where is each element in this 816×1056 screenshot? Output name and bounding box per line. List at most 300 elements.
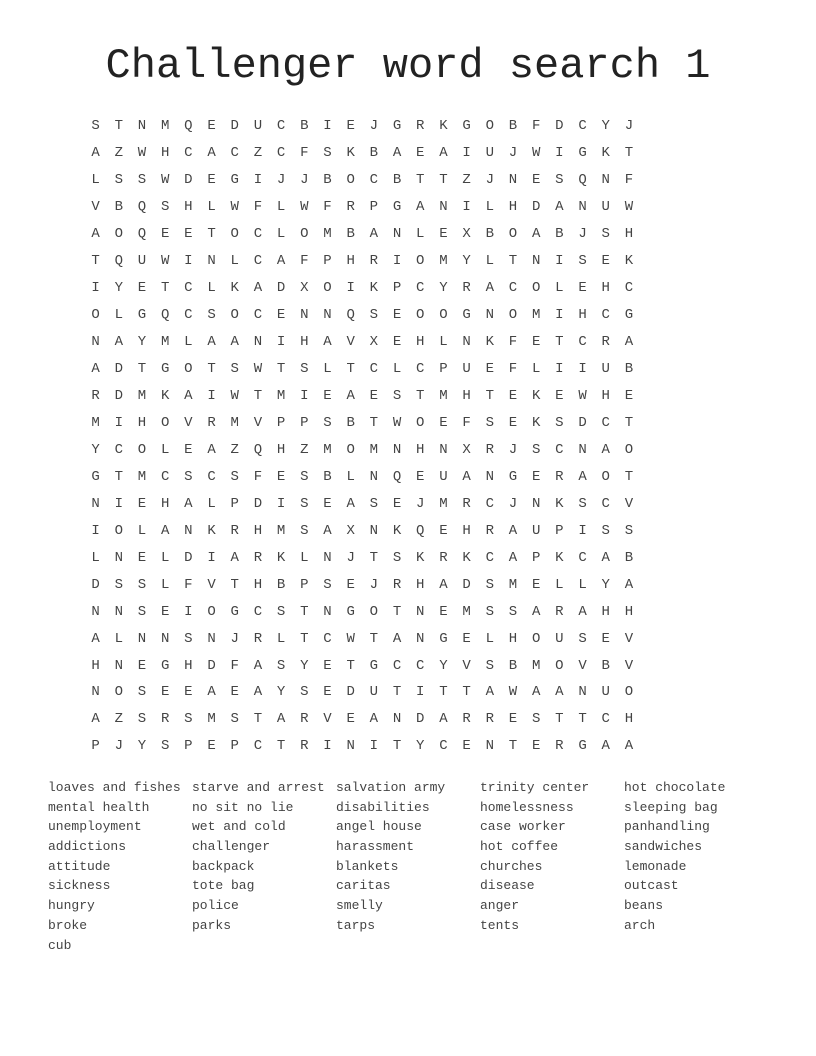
grid-letter: A (601, 441, 610, 458)
grid-letter: T (114, 118, 123, 135)
grid-letter: O (508, 307, 518, 324)
grid-letter: I (207, 388, 216, 404)
grid-letter: K (624, 253, 634, 270)
grid-letter: R (253, 549, 263, 566)
word-list-item: hot chocolate (624, 780, 726, 795)
grid-letter: N (531, 495, 541, 512)
grid-letter: L (555, 576, 564, 593)
grid-letter: C (323, 630, 332, 647)
grid-letter: E (137, 657, 147, 674)
grid-row (84, 248, 641, 275)
grid-letter: L (207, 495, 216, 512)
grid-letter: M (230, 414, 239, 431)
grid-letter: K (369, 280, 379, 297)
grid-letter: I (578, 361, 587, 378)
grid-letter: S (137, 711, 147, 728)
grid-letter: A (531, 226, 541, 243)
grid-letter: T (555, 711, 564, 728)
grid-letter: L (346, 468, 355, 485)
grid-letter: S (230, 361, 239, 378)
grid-letter: D (184, 549, 193, 566)
grid-letter: W (392, 414, 402, 431)
grid-letter: L (323, 361, 332, 378)
grid-letter: S (369, 495, 379, 512)
grid-letter: C (253, 738, 263, 755)
grid-letter: S (300, 495, 309, 512)
grid-letter: N (416, 630, 425, 647)
grid-letter: B (114, 199, 123, 216)
grid-letter: F (300, 145, 309, 162)
grid-letter: M (276, 388, 286, 404)
grid-letter: B (485, 226, 494, 243)
grid-letter: T (276, 361, 286, 378)
grid-letter: S (114, 172, 123, 189)
grid-letter: B (601, 657, 610, 674)
grid-letter: O (346, 441, 355, 458)
grid-letter: F (624, 172, 634, 189)
grid-letter: S (485, 603, 494, 620)
word-list-item: smelly (336, 898, 383, 914)
grid-letter: E (323, 495, 332, 512)
grid-letter: W (137, 145, 147, 162)
grid-letter: N (323, 549, 332, 566)
grid-letter: V (323, 711, 332, 728)
grid-letter: S (601, 522, 610, 539)
grid-letter: E (207, 118, 216, 135)
grid-letter: N (485, 738, 494, 755)
word-list-item: disease (480, 878, 535, 894)
grid-letter: A (601, 549, 610, 566)
grid-letter: E (276, 468, 286, 485)
word-list-item: blankets (336, 858, 399, 874)
grid-letter: C (439, 738, 448, 755)
grid-letter: Z (253, 145, 263, 162)
grid-letter: S (300, 468, 309, 485)
grid-letter: P (323, 253, 332, 270)
grid-letter: T (369, 630, 379, 647)
grid-letter: K (462, 549, 471, 566)
grid-letter: T (555, 334, 564, 351)
word-list-item: arch (624, 917, 656, 933)
grid-letter: R (230, 522, 239, 539)
grid-letter: E (531, 334, 541, 351)
grid-letter: O (114, 684, 123, 701)
grid-letter: U (462, 361, 471, 378)
grid-letter: A (253, 657, 263, 674)
grid-letter: J (300, 172, 309, 189)
grid-row (84, 383, 641, 410)
grid-letter: H (160, 495, 170, 512)
grid-letter: Y (601, 576, 610, 593)
grid-letter: P (392, 280, 402, 297)
word-list-item: angel house (336, 819, 422, 835)
grid-letter: D (276, 280, 286, 297)
grid-letter: P (184, 738, 193, 755)
word-list-item: sandwiches (624, 839, 703, 855)
grid-letter: A (369, 711, 379, 728)
word-list-item: attitude (48, 858, 111, 874)
grid-letter: W (578, 388, 587, 404)
grid-letter: M (531, 657, 541, 674)
grid-letter: D (207, 657, 216, 674)
grid-letter: H (508, 630, 518, 647)
grid-letter: S (160, 738, 170, 755)
grid-letter: C (601, 414, 610, 431)
grid-letter: E (184, 226, 193, 243)
grid-letter: Y (439, 657, 448, 674)
grid-letter: H (462, 388, 471, 404)
grid-letter: B (276, 576, 286, 593)
grid-letter: O (114, 226, 123, 243)
word-column (192, 778, 336, 955)
grid-letter: M (531, 307, 541, 324)
grid-letter: T (392, 738, 402, 755)
grid-letter: U (601, 684, 610, 701)
grid-letter: I (323, 738, 332, 755)
grid-row (84, 356, 641, 383)
grid-letter: Y (137, 334, 147, 351)
grid-letter: J (508, 495, 518, 512)
grid-letter: S (276, 657, 286, 674)
grid-letter: V (624, 657, 634, 674)
grid-letter: J (416, 495, 425, 512)
word-list (48, 778, 768, 955)
grid-letter: R (555, 468, 564, 485)
grid-letter: U (439, 468, 448, 485)
grid-letter: R (300, 738, 309, 755)
word-column (624, 778, 768, 955)
grid-letter: I (91, 280, 100, 297)
grid-letter: N (369, 468, 379, 485)
grid-letter: Q (160, 307, 170, 324)
grid-letter: E (416, 145, 425, 162)
grid-letter: D (462, 576, 471, 593)
grid-letter: N (578, 684, 587, 701)
grid-letter: G (508, 468, 518, 485)
grid-row (84, 409, 641, 436)
grid-letter: B (346, 414, 355, 431)
grid-letter: Q (392, 468, 402, 485)
grid-letter: O (624, 441, 634, 458)
grid-letter: E (462, 738, 471, 755)
grid-letter: S (323, 576, 332, 593)
grid-row (84, 733, 641, 760)
grid-letter: N (91, 684, 100, 701)
grid-letter: S (392, 549, 402, 566)
word-list-item: no sit no lie (192, 799, 294, 815)
grid-letter: B (369, 145, 379, 162)
grid-letter: R (485, 441, 494, 458)
word-list-item: hot coffee (480, 839, 559, 855)
grid-letter: B (624, 361, 634, 378)
grid-letter: S (137, 684, 147, 701)
grid-row (84, 463, 641, 490)
grid-letter: E (346, 118, 355, 135)
grid-letter: G (230, 603, 239, 620)
grid-letter: A (91, 361, 100, 378)
grid-letter: C (555, 441, 564, 458)
grid-letter: O (114, 522, 123, 539)
grid-letter: C (416, 657, 425, 674)
grid-letter: V (207, 576, 216, 593)
grid-letter: E (531, 738, 541, 755)
grid-letter: L (160, 441, 170, 458)
grid-letter: C (624, 280, 634, 297)
grid-letter: T (276, 738, 286, 755)
grid-letter: M (323, 226, 332, 243)
grid-letter: Q (578, 172, 587, 189)
grid-letter: I (91, 522, 100, 539)
word-list-item: disabilities (336, 799, 430, 815)
grid-letter: P (555, 522, 564, 539)
grid-letter: Q (114, 253, 123, 270)
grid-letter: S (392, 388, 402, 404)
grid-letter: N (485, 468, 494, 485)
grid-letter: I (300, 388, 309, 404)
grid-letter: O (230, 226, 239, 243)
grid-letter: C (276, 145, 286, 162)
grid-letter: M (508, 576, 518, 593)
grid-letter: A (276, 711, 286, 728)
grid-row (84, 436, 641, 463)
grid-letter: E (439, 414, 448, 431)
grid-letter: N (462, 334, 471, 351)
grid-letter: L (207, 199, 216, 216)
word-column (480, 778, 624, 955)
grid-letter: E (160, 226, 170, 243)
grid-letter: E (323, 684, 332, 701)
grid-letter: A (439, 576, 448, 593)
grid-letter: R (485, 522, 494, 539)
grid-letter: E (485, 361, 494, 378)
grid-letter: N (114, 603, 123, 620)
word-list-item: caritas (336, 878, 391, 894)
grid-letter: A (230, 549, 239, 566)
grid-letter: L (416, 226, 425, 243)
grid-letter: A (230, 334, 239, 351)
grid-letter: U (531, 522, 541, 539)
grid-letter: T (369, 549, 379, 566)
grid-letter: B (323, 172, 332, 189)
grid-row (84, 194, 641, 221)
grid-letter: O (207, 603, 216, 620)
grid-letter: A (531, 603, 541, 620)
grid-letter: A (323, 522, 332, 539)
word-list-item: hungry (48, 898, 95, 914)
grid-letter: H (300, 334, 309, 351)
grid-row (84, 302, 641, 329)
grid-letter: W (300, 199, 309, 216)
grid-letter: H (253, 576, 263, 593)
grid-letter: I (276, 495, 286, 512)
grid-letter: L (114, 630, 123, 647)
grid-letter: E (624, 388, 634, 404)
grid-letter: H (184, 199, 193, 216)
grid-letter: R (392, 576, 402, 593)
grid-letter: S (601, 226, 610, 243)
grid-letter: L (160, 549, 170, 566)
grid-letter: G (91, 468, 100, 485)
grid-letter: A (253, 280, 263, 297)
grid-letter: S (323, 414, 332, 431)
grid-letter: T (369, 414, 379, 431)
grid-letter: A (369, 226, 379, 243)
grid-letter: N (346, 738, 355, 755)
grid-letter: I (555, 361, 564, 378)
grid-letter: K (392, 522, 402, 539)
grid-letter: C (253, 226, 263, 243)
grid-row (84, 679, 641, 706)
grid-row (84, 571, 641, 598)
grid-letter: H (416, 576, 425, 593)
grid-letter: W (253, 361, 263, 378)
grid-letter: E (392, 334, 402, 351)
grid-letter: E (462, 630, 471, 647)
grid-letter: T (300, 603, 309, 620)
word-list-item: outcast (624, 878, 679, 894)
grid-letter: N (578, 199, 587, 216)
grid-letter: E (531, 172, 541, 189)
grid-letter: Y (462, 253, 471, 270)
grid-letter: C (578, 549, 587, 566)
grid-letter: F (508, 361, 518, 378)
grid-letter: N (137, 118, 147, 135)
grid-letter: B (323, 468, 332, 485)
grid-letter: M (276, 522, 286, 539)
grid-letter: R (300, 711, 309, 728)
grid-letter: C (184, 145, 193, 162)
grid-letter: H (624, 226, 634, 243)
grid-letter: A (624, 576, 634, 593)
grid-letter: U (253, 118, 263, 135)
grid-letter: H (253, 522, 263, 539)
grid-letter: X (369, 334, 379, 351)
grid-letter: P (91, 738, 100, 755)
grid-letter: D (184, 172, 193, 189)
grid-letter: P (439, 361, 448, 378)
grid-row (84, 329, 641, 356)
grid-letter: G (462, 118, 471, 135)
grid-letter: U (369, 684, 379, 701)
grid-letter: O (230, 307, 239, 324)
grid-letter: N (531, 253, 541, 270)
grid-letter: D (346, 684, 355, 701)
grid-letter: L (276, 630, 286, 647)
grid-letter: S (137, 576, 147, 593)
grid-letter: E (137, 280, 147, 297)
grid-letter: I (276, 334, 286, 351)
word-list-item: beans (624, 898, 664, 914)
grid-letter: I (207, 549, 216, 566)
grid-letter: J (369, 118, 379, 135)
grid-letter: V (578, 657, 587, 674)
grid-letter: C (578, 334, 587, 351)
grid-letter: U (601, 199, 610, 216)
grid-letter: Z (114, 711, 123, 728)
grid-letter: R (462, 495, 471, 512)
grid-letter: C (253, 307, 263, 324)
grid-letter: J (230, 630, 239, 647)
grid-letter: S (300, 522, 309, 539)
grid-letter: T (508, 253, 518, 270)
grid-letter: G (160, 361, 170, 378)
grid-letter: J (508, 441, 518, 458)
grid-letter: G (230, 172, 239, 189)
grid-letter: A (531, 684, 541, 701)
grid-letter: I (578, 522, 587, 539)
grid-letter: I (323, 118, 332, 135)
grid-letter: V (184, 414, 193, 431)
grid-letter: Z (114, 145, 123, 162)
grid-letter: S (578, 253, 587, 270)
grid-letter: D (416, 711, 425, 728)
grid-letter: A (392, 630, 402, 647)
word-list-item: mental health (48, 799, 150, 815)
word-list-item: homelessness (480, 799, 574, 815)
grid-letter: O (416, 307, 425, 324)
grid-letter: O (601, 468, 610, 485)
grid-letter: A (578, 603, 587, 620)
grid-letter: E (392, 307, 402, 324)
grid-letter: A (439, 711, 448, 728)
grid-letter: A (508, 549, 518, 566)
grid-letter: F (462, 414, 471, 431)
grid-letter: P (369, 199, 379, 216)
grid-letter: A (578, 468, 587, 485)
grid-letter: I (462, 199, 471, 216)
grid-letter: T (392, 684, 402, 701)
grid-letter: S (184, 468, 193, 485)
grid-letter: S (508, 603, 518, 620)
grid-letter: N (253, 334, 263, 351)
grid-letter: L (91, 172, 100, 189)
grid-row (84, 113, 641, 140)
grid-letter: L (485, 199, 494, 216)
grid-letter: K (230, 280, 239, 297)
grid-letter: C (601, 495, 610, 512)
grid-letter: P (230, 738, 239, 755)
grid-letter: J (369, 576, 379, 593)
grid-letter: A (439, 145, 448, 162)
grid-letter: N (323, 307, 332, 324)
grid-letter: C (416, 361, 425, 378)
grid-letter: E (369, 388, 379, 404)
grid-letter: A (91, 145, 100, 162)
grid-letter: B (300, 118, 309, 135)
grid-letter: T (624, 468, 634, 485)
grid-letter: L (91, 549, 100, 566)
word-column (48, 778, 192, 955)
word-list-item: wet and cold (192, 819, 286, 835)
grid-letter: A (91, 711, 100, 728)
grid-letter: R (346, 199, 355, 216)
grid-letter: N (416, 603, 425, 620)
grid-letter: W (531, 145, 541, 162)
grid-letter: H (184, 657, 193, 674)
grid-letter: E (346, 711, 355, 728)
grid-letter: U (485, 145, 494, 162)
grid-letter: T (160, 280, 170, 297)
grid-letter: V (91, 199, 100, 216)
grid-letter: P (300, 414, 309, 431)
grid-letter: H (578, 307, 587, 324)
grid-letter: A (555, 199, 564, 216)
grid-letter: P (276, 414, 286, 431)
grid-letter: N (114, 657, 123, 674)
grid-letter: T (416, 172, 425, 189)
grid-letter: K (276, 549, 286, 566)
grid-letter: S (485, 657, 494, 674)
